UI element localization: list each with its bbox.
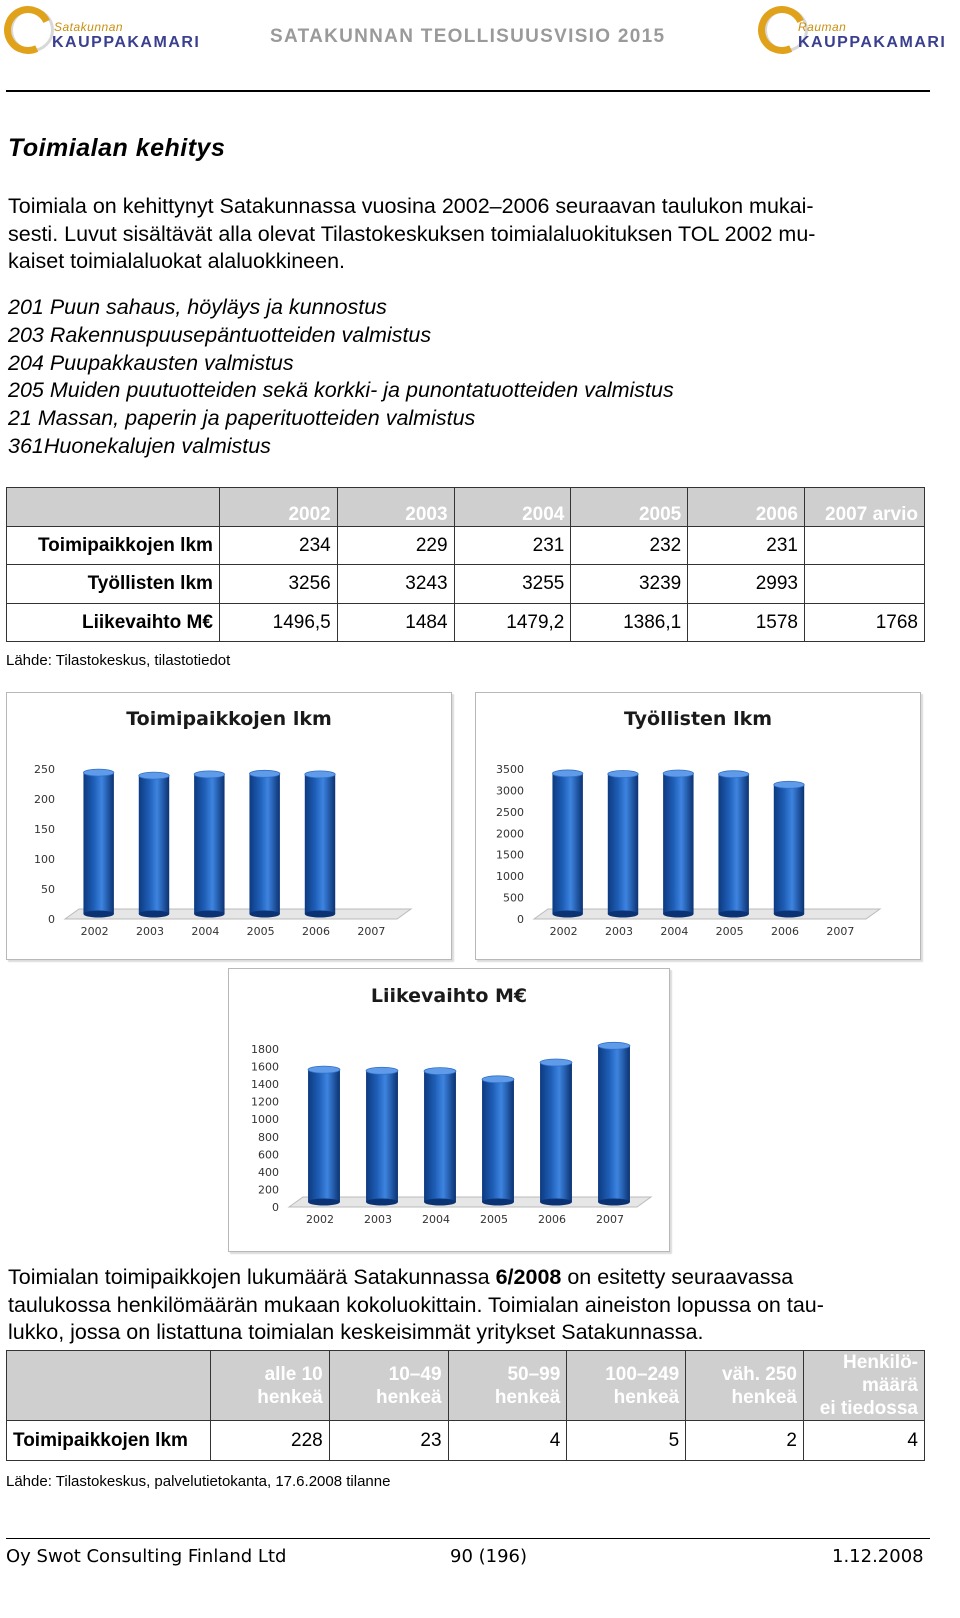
y-tick-label: 1400 — [251, 1078, 279, 1092]
x-tick-label: 2004 — [660, 925, 689, 938]
x-tick-label: 2007 — [596, 1213, 624, 1226]
table-cell: 232 — [571, 527, 688, 565]
paragraph-line: lukko, jossa on listattuna toimialan keskeisimmät yritykset Satakunnassa. — [8, 1320, 704, 1344]
chart-svg — [7, 693, 451, 959]
table-header-row — [7, 1351, 925, 1421]
table1-source: Lähde: Tilastokeskus, tilastotiedot — [6, 652, 231, 669]
table-row — [7, 565, 925, 604]
header-cell — [448, 1351, 567, 1421]
bar — [598, 1042, 630, 1205]
size-class-table — [6, 1350, 925, 1461]
chart-title: Liikevaihto M€ — [370, 985, 528, 1007]
logo-small-text: Rauman — [798, 20, 847, 34]
section-title: Toimialan kehitys — [8, 134, 226, 162]
y-tick-label: 200 — [34, 793, 55, 806]
x-tick-label: 2006 — [538, 1213, 566, 1226]
intro-line: kaiset toimialaluokat alaluokkineen. — [8, 249, 346, 273]
x-tick-label: 2004 — [422, 1213, 450, 1226]
header-line: 10–49 — [388, 1363, 442, 1385]
intro-line: Toimiala on kehittynyt Satakunnassa vuosina 2002–2006 seuraavan taulukon mukai- — [8, 194, 814, 218]
row-label: Liikevaihto M€ — [7, 604, 220, 642]
table-cell: 229 — [337, 527, 454, 565]
header-cell — [210, 1351, 329, 1421]
bar — [194, 771, 224, 918]
header-line: 100–249 — [605, 1363, 680, 1385]
y-tick-label: 150 — [34, 823, 55, 836]
industry-item: 201 Puun sahaus, höyläys ja kunnostus — [8, 295, 387, 319]
header-line: määrä — [862, 1375, 918, 1396]
header-line: henkeä — [613, 1386, 680, 1408]
header-line: henkeä — [376, 1386, 442, 1408]
y-tick-label: 1500 — [496, 848, 524, 862]
header-cell: 2005 — [571, 488, 688, 527]
header-cell: 2003 — [337, 488, 454, 527]
y-tick-label: 2000 — [496, 827, 524, 841]
bar — [552, 770, 582, 918]
y-tick-label: 100 — [34, 853, 55, 866]
chart-title: Työllisten lkm — [623, 708, 773, 730]
x-tick-label: 2004 — [191, 925, 220, 938]
table-cell: 231 — [688, 527, 805, 565]
paragraph-line: taulukossa henkilömäärän mukaan kokoluokittain. Toimialan aineiston lopussa on tau- — [8, 1292, 824, 1317]
y-tick-label: 200 — [258, 1183, 279, 1197]
table-cell: 2993 — [688, 565, 805, 604]
y-tick-label: 3500 — [496, 763, 524, 776]
bar — [83, 769, 113, 917]
table-cell: 1479,2 — [454, 604, 571, 642]
header-line: 50–99 — [507, 1363, 561, 1385]
intro-paragraph — [8, 193, 928, 276]
x-tick-label: 2005 — [715, 925, 744, 938]
y-tick-label: 250 — [34, 763, 55, 776]
x-tick-label: 2002 — [549, 925, 578, 938]
chart-svg — [476, 693, 920, 959]
table-cell: 1496,5 — [219, 604, 337, 642]
x-tick-label: 2007 — [826, 925, 855, 938]
header-cell — [804, 1351, 925, 1421]
bar — [482, 1076, 514, 1206]
y-tick-label: 2500 — [496, 805, 524, 819]
size-class-paragraph — [8, 1264, 928, 1347]
industry-item: 361Huonekalujen valmistus — [8, 433, 271, 458]
footer-date: 1.12.2008 — [832, 1546, 924, 1567]
header-cell: 2002 — [219, 488, 337, 527]
y-tick-label: 0 — [48, 913, 55, 926]
table-cell: 3256 — [219, 565, 337, 604]
table-row — [7, 1421, 925, 1461]
chart-toimipaikkojen — [6, 692, 452, 960]
footer-page-number: 90 (196) — [450, 1546, 528, 1567]
header-cell — [686, 1351, 804, 1421]
row-label: Työllisten lkm — [7, 565, 220, 604]
industry-item: 203 Rakennuspuusepäntuotteiden valmistus — [8, 322, 432, 347]
y-tick-label: 0 — [517, 913, 524, 926]
chart-liikevaihto — [228, 968, 670, 1252]
table-cell: 3255 — [454, 565, 571, 604]
header-cell: 2007 arvio — [805, 488, 925, 527]
bar — [663, 770, 693, 918]
y-tick-label: 600 — [258, 1148, 279, 1162]
header-cell — [7, 1351, 211, 1421]
table-cell: 1578 — [688, 604, 805, 642]
text-run: on esitetty seuraavassa — [561, 1265, 794, 1289]
industry-item: 205 Muiden puutuotteiden sekä korkki- ja punontatuotteiden valmistus — [8, 378, 674, 403]
y-tick-label: 500 — [503, 891, 524, 905]
table-cell: 23 — [329, 1421, 448, 1461]
x-tick-label: 2005 — [480, 1213, 508, 1226]
header-cell — [7, 488, 220, 527]
x-tick-label: 2002 — [306, 1213, 334, 1226]
bar — [305, 771, 335, 918]
chart-svg — [229, 969, 669, 1251]
row-label: Toimipaikkojen lkm — [7, 1421, 211, 1461]
satakunnan-kauppakamari-logo — [4, 6, 204, 66]
x-tick-label: 2007 — [357, 925, 386, 938]
table-cell — [805, 527, 925, 565]
header-line: Henkilö- — [843, 1352, 918, 1373]
table-cell: 4 — [448, 1421, 567, 1461]
industry-item: 21 Massan, paperin ja paperituotteiden valmistus — [8, 406, 476, 431]
header-cell — [567, 1351, 686, 1421]
header-cell — [329, 1351, 448, 1421]
y-tick-label: 0 — [272, 1201, 279, 1214]
table-cell: 2 — [686, 1421, 804, 1461]
industry-list — [8, 294, 674, 461]
y-tick-label: 1200 — [251, 1095, 279, 1109]
x-tick-label: 2003 — [605, 925, 633, 938]
x-tick-label: 2003 — [136, 925, 164, 938]
header-divider — [6, 90, 930, 92]
logo-big-text: KAUPPAKAMARI — [52, 34, 201, 51]
y-tick-label: 1000 — [251, 1113, 279, 1127]
x-tick-label: 2006 — [302, 925, 330, 938]
header-line: henkeä — [257, 1386, 323, 1408]
chart-floor — [65, 909, 411, 919]
footer-company: Oy Swot Consulting Finland Ltd — [6, 1546, 287, 1567]
x-tick-label: 2006 — [771, 925, 799, 938]
y-tick-label: 1000 — [496, 870, 524, 884]
header-line: ei tiedossa — [819, 1398, 918, 1419]
bar — [774, 781, 804, 917]
footer-divider — [6, 1538, 930, 1539]
y-tick-label: 50 — [41, 883, 55, 896]
x-tick-label: 2002 — [80, 925, 109, 938]
bar — [608, 771, 638, 918]
table-cell: 4 — [804, 1421, 925, 1461]
y-tick-label: 800 — [258, 1130, 279, 1144]
bar — [424, 1068, 456, 1206]
bold-date: 6/2008 — [495, 1265, 562, 1289]
chart-floor — [534, 909, 880, 919]
document-header-title: SATAKUNNAN TEOLLISUUSVISIO 2015 — [270, 26, 666, 47]
x-tick-label: 2005 — [246, 925, 275, 938]
bar — [139, 772, 169, 917]
chart-tyollisten — [475, 692, 921, 960]
x-tick-label: 2003 — [364, 1213, 392, 1226]
bar — [308, 1066, 340, 1205]
table-cell: 231 — [454, 527, 571, 565]
rauman-kauppakamari-logo — [758, 6, 947, 66]
table-cell — [805, 565, 925, 604]
chart-floor — [289, 1197, 651, 1207]
table-row — [7, 604, 925, 642]
text-run: Toimialan toimipaikkojen lukumäärä Satakunnassa — [8, 1265, 496, 1289]
header-line: alle 10 — [264, 1363, 323, 1385]
table2-source: Lähde: Tilastokeskus, palvelutietokanta, 17.6.2008 tilanne — [6, 1473, 391, 1490]
table-cell: 3239 — [571, 565, 688, 604]
logo-big-text: KAUPPAKAMARI — [798, 34, 947, 51]
header-line: henkeä — [494, 1386, 561, 1408]
table-cell: 5 — [567, 1421, 686, 1461]
logo-small-text: Satakunnan — [54, 20, 124, 34]
paragraph-line — [8, 1264, 928, 1292]
industry-item: 204 Puupakkausten valmistus — [8, 350, 294, 375]
y-tick-label: 3000 — [496, 784, 524, 798]
y-tick-label: 1800 — [251, 1043, 279, 1056]
bar — [366, 1067, 398, 1205]
bar — [718, 771, 748, 918]
header-cell: 2004 — [454, 488, 571, 527]
bar — [249, 770, 279, 917]
table-cell: 1484 — [337, 604, 454, 642]
table-cell: 1386,1 — [571, 604, 688, 642]
header-cell: 2006 — [688, 488, 805, 527]
table-cell: 1768 — [805, 604, 925, 642]
table-cell: 228 — [210, 1421, 329, 1461]
table-header-row — [7, 488, 925, 527]
table-row — [7, 527, 925, 565]
row-label: Toimipaikkojen lkm — [7, 527, 220, 565]
header-line: väh. 250 — [722, 1363, 797, 1385]
table-cell: 234 — [219, 527, 337, 565]
bar — [540, 1059, 572, 1206]
industry-development-table — [6, 487, 925, 642]
y-tick-label: 1600 — [251, 1060, 279, 1074]
chart-title: Toimipaikkojen lkm — [126, 708, 332, 730]
y-tick-label: 400 — [258, 1165, 279, 1179]
intro-line: sesti. Luvut sisältävät alla olevat Tilastokeskuksen toimialaluokituksen TOL 2002 mu- — [8, 221, 816, 246]
table-cell: 3243 — [337, 565, 454, 604]
header-line: henkeä — [731, 1386, 797, 1408]
